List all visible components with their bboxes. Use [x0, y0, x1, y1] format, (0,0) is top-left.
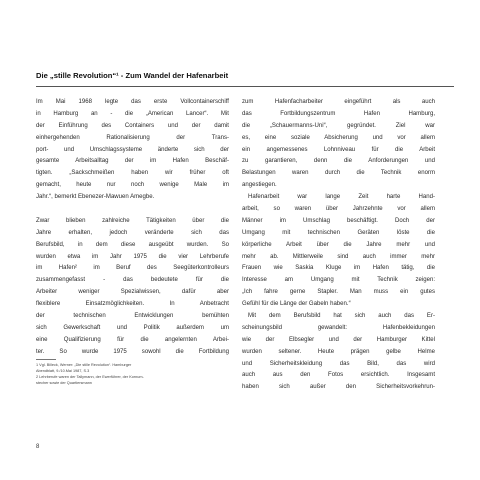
text-line: und Sicherheitskleidung das Bild, das wird: [242, 360, 435, 367]
footnote-rule: [36, 359, 56, 360]
text-line: haben sich außer den Sicherheitsvorkehrun-: [242, 384, 435, 391]
text-line: zum Hafenfacharbeiter eingeführt als auch: [242, 99, 435, 105]
text-line: tigten. „Sackschmeißen haben wir früher oft: [36, 170, 229, 177]
text-line: Gefühl für die Länge der Gabeln haben.“: [242, 301, 351, 308]
text-line: wurden etwa im Jahr 1975 die vier Lehrberufe: [36, 253, 229, 260]
text-line: einhergehenden Rationalisierung der Trans-: [36, 134, 229, 141]
text-line: Umgang mit technischen Geräten löste die: [242, 229, 435, 236]
text-line: Jahre erhalten, jedoch veränderte sich das: [36, 229, 229, 236]
title-rule: [36, 86, 454, 87]
text-line: körperliche Arbeit über die Jahre mehr und: [242, 241, 435, 248]
text-line: port- und Umschlagssysteme änderte sich der: [36, 146, 229, 153]
text-line: Mit dem Berufsbild hat sich auch das Er-: [248, 313, 435, 320]
text-line: Berufsbild, in dem diese ausgeübt wurden. So: [36, 241, 229, 248]
page-number: 8: [36, 444, 40, 450]
text-line: sich Gewerkschaft und Politik außerdem um: [36, 324, 229, 331]
text-line: scheinungsbild gewandelt: Hafenbekleidungen: [242, 324, 435, 331]
text-line: ein angemessenes Lohnniveau für die Arbeit: [242, 146, 435, 153]
text-line: wurden seltener. Heute prägen gelbe Helme: [242, 348, 435, 355]
text-line: zu garantieren, denn die Anforderungen und: [242, 158, 435, 165]
paragraph-gap: [36, 204, 229, 216]
text-line: eine Qualifizierung für die angelernten Arbei-: [36, 336, 229, 343]
text-line: der Einführung des Containers und der damit: [36, 122, 229, 129]
text-line: im Hafen² im Beruf des Seegüterkontrolleurs: [36, 265, 229, 272]
text-line: arbeit, so waren über Jahrzehnte vor allem: [242, 206, 435, 213]
page-title: Die „stille Revolution“¹ - Zum Wandel der Hafenarbeit: [36, 71, 229, 80]
text-line: das Fortbildungszentrum Hafen Hamburg,: [242, 110, 435, 117]
footnote: Abendblatt, 9./10.Mai 1987, S.3: [36, 368, 90, 373]
footnote: 2 Lehrberufe waren der Tallymann, der Ewerführer, der Kornum-: [36, 375, 144, 379]
text-line: Arbeiter weniger Spezialwissen, dafür aber: [36, 289, 229, 296]
text-line: wie der Elbsegler und der Hamburger Kittel: [242, 336, 435, 343]
right-column: [242, 97, 435, 394]
text-line: flexiblere Einsatzmöglichkeiten. In Anbetracht: [36, 301, 229, 308]
text-line: Zwar blieben zahlreiche Tätigkeiten über die: [36, 217, 229, 224]
text-line: Frauen wie Saskia Kluge im Hafen tätig, die: [242, 265, 435, 272]
text-line: Männer im Umschlag beschäftigt. Doch der: [242, 217, 435, 224]
text-line: Im Mai 1968 legte das erste Vollcontainerschiff: [36, 99, 229, 105]
text-line: mehr ab. Mittlerweile sind auch immer mehr: [242, 253, 435, 260]
footnote: stecher sowie der Quartiersmann: [36, 381, 92, 386]
text-line: angestiegen.: [242, 182, 277, 189]
text-line: es, eine soziale Absicherung und vor allem: [242, 134, 435, 141]
text-line: der technischen Entwicklungen bemühten: [36, 313, 229, 320]
text-line: auch aus den Fotos ersichtlich. Insgesamt: [242, 372, 435, 379]
text-line: Belastungen waren durch die Technik enorm: [242, 170, 435, 177]
left-column: [36, 97, 229, 386]
text-line: Hafenarbeit war lange Zeit harte Hand-: [248, 194, 435, 201]
text-line: gesamte Arbeitsalltag der im Hafen Beschäf-: [36, 158, 229, 165]
text-line: „Ich fahre gerne Stapler. Man muss ein gutes: [242, 289, 435, 296]
footnote: 1 Vgl. Billeck, Werner: „Die stille Revolution“. Hamburger: [36, 362, 132, 367]
text-line: Jahr.“, bemerkt Ebenezer-Mawuen Amegbe.: [36, 194, 155, 201]
text-line: Interesse am Umgang mit Technik zeigen:: [242, 277, 435, 284]
text-line: ter. So wurde 1975 sowohl die Fortbildung: [36, 348, 229, 355]
text-line: die „Schauermanns-Uni“, gegründet. Ziel war: [242, 122, 435, 129]
text-line: in Hamburg an - die „American Lancer“. Mit: [36, 110, 229, 117]
text-line: zusammengefasst - das bedeutete für die: [36, 277, 229, 284]
text-line: gemacht, heute nur noch wenige Male im: [36, 182, 229, 189]
